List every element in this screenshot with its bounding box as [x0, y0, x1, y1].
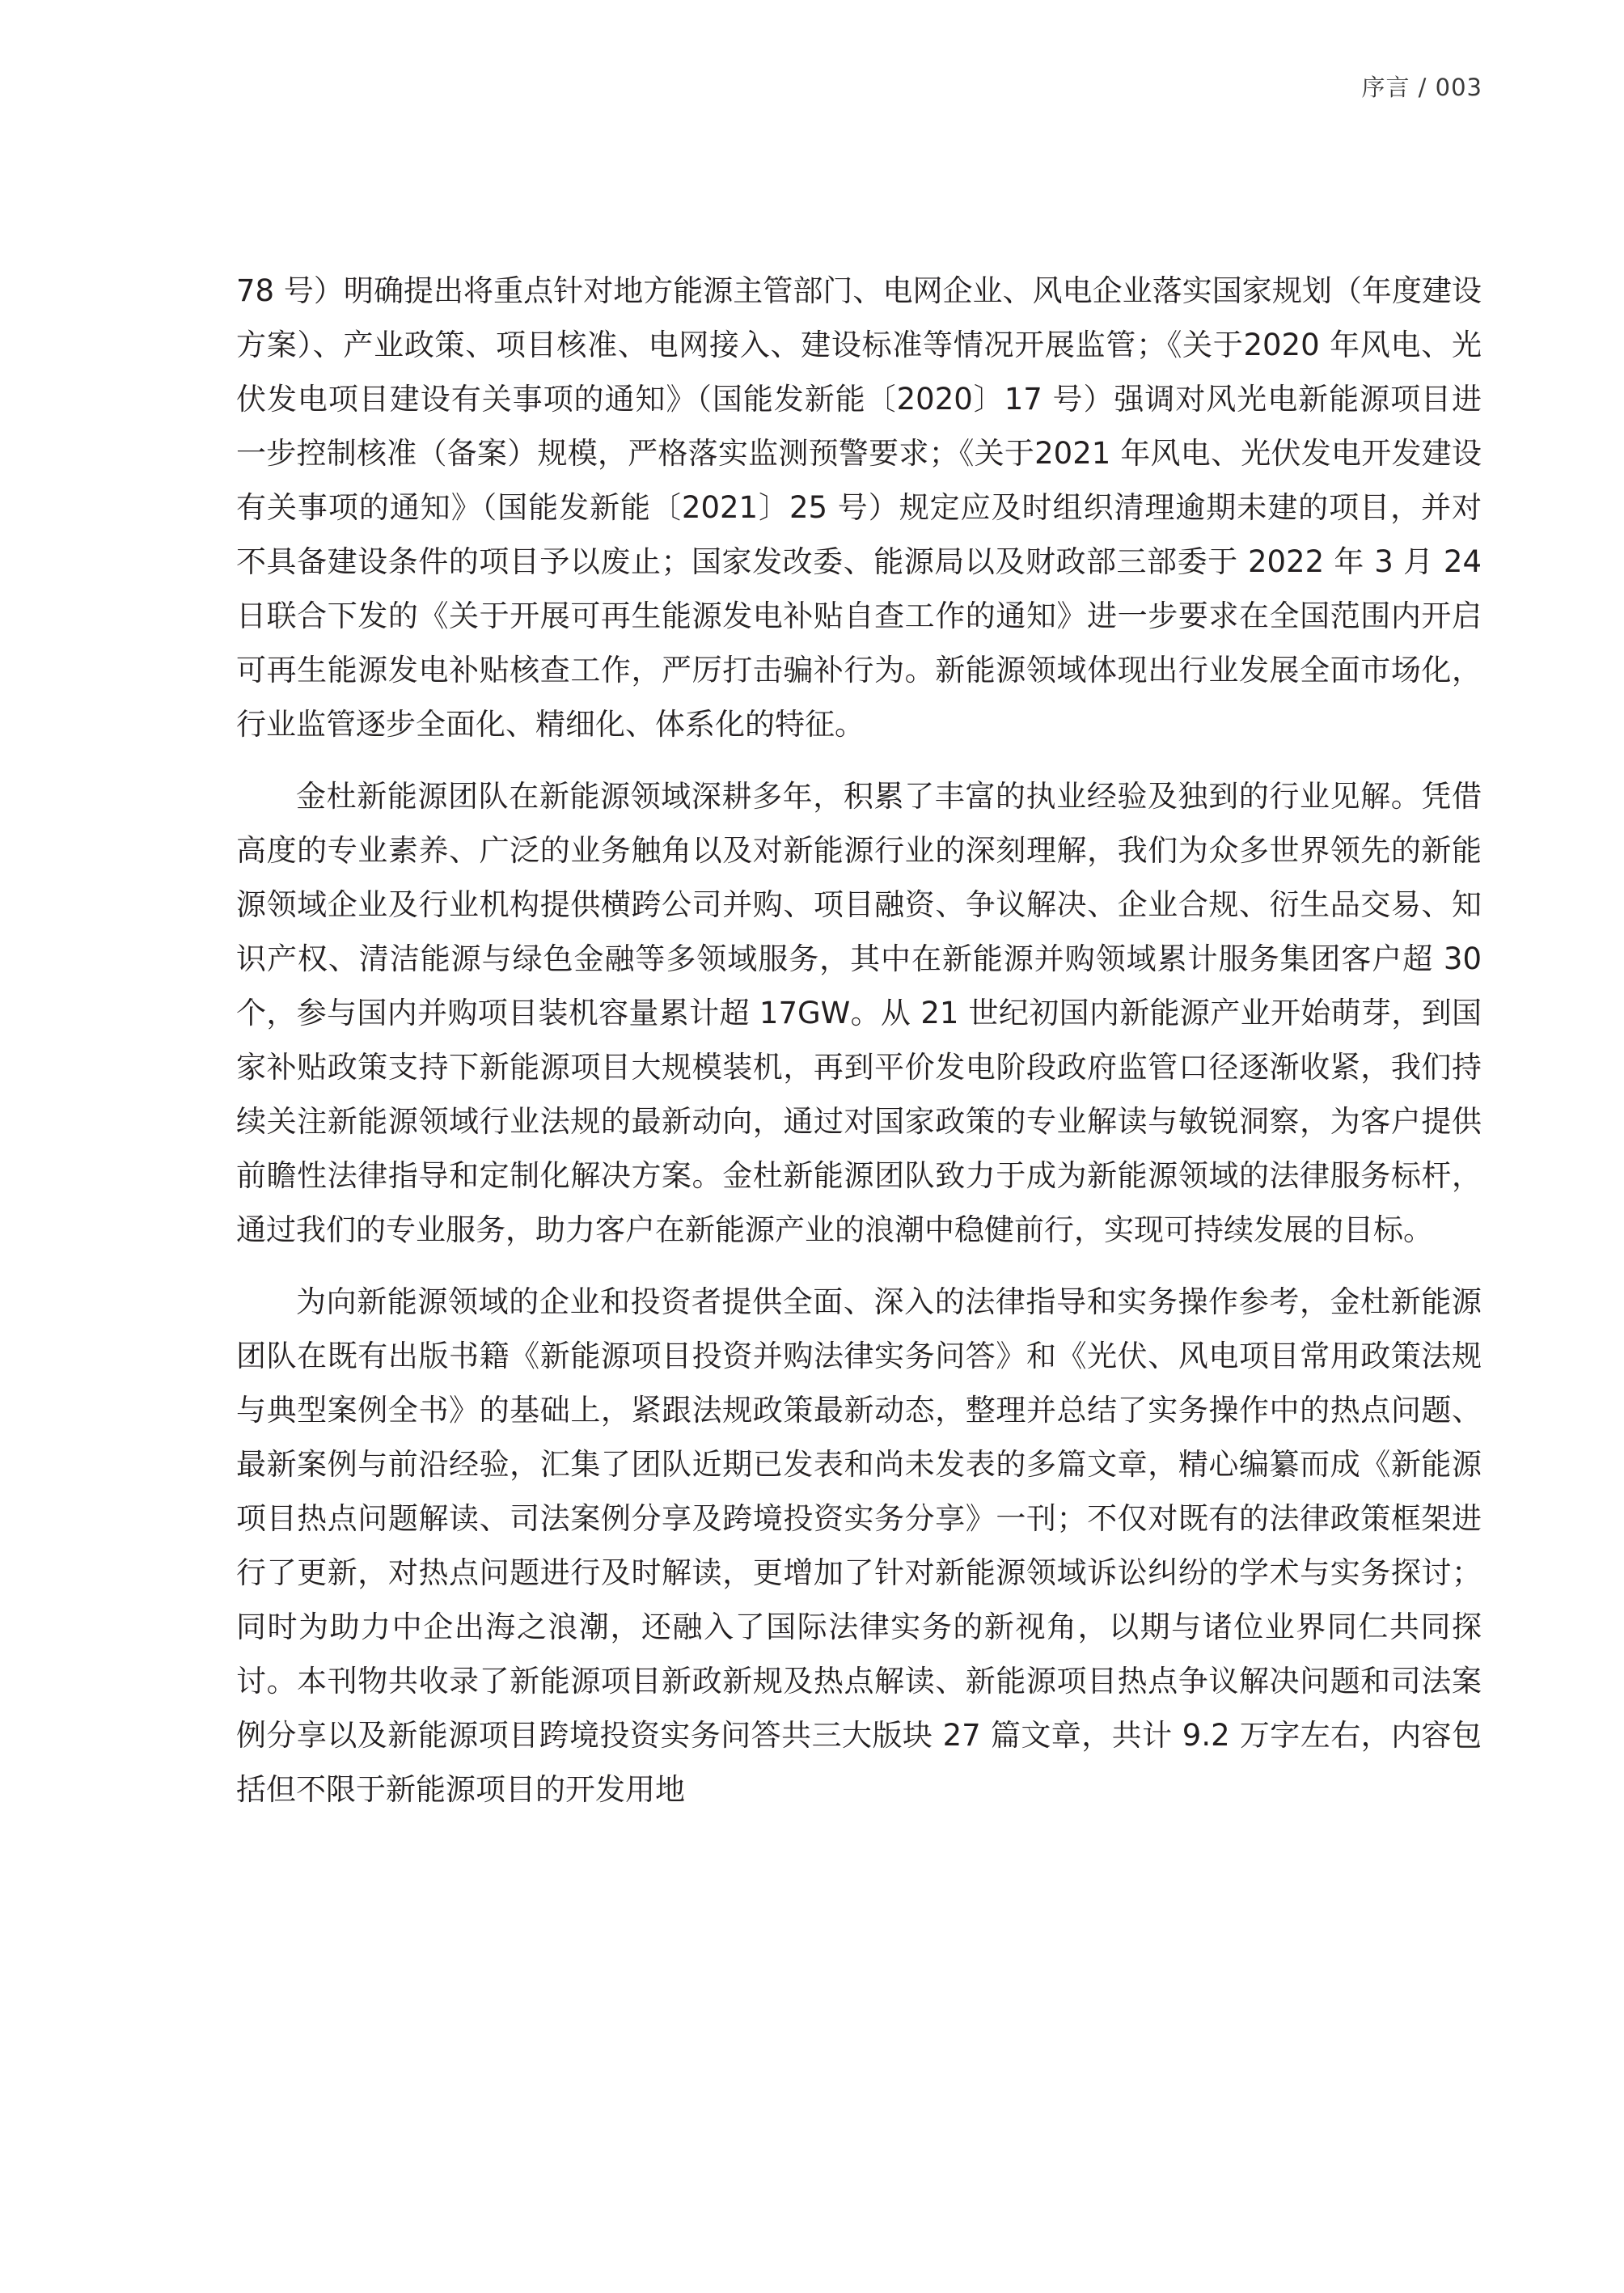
body-text [236, 264, 1482, 1834]
paragraph-publication-purpose: 为向新能源领域的企业和投资者提供全面、深入的法律指导和实务操作参考，金杜新能源团队在既有出版书籍《新能源项目投资并购法律实务问答》和《光伏、风电项目常用政策法规与典型案例全书》的基础上，紧跟法规政策最新动态，整理并总结了实务操作中的热点问题、最新案例与前沿经验，汇集了团队近期已发表和尚未发表的多篇文章，精心编纂而成《新能源项目热点问题解读、司法案例分享及跨境投资实务分享》一刊；不仅对既有的法律政策框架进行了更新，对热点问题进行及时解读，更增加了针对新能源领域诉讼纠纷的学术与实务探讨；同时为助力中企出海之浪潮，还融入了国际法律实务的新视角，以期与诸位业界同仁共同探讨。本刊物共收录了新能源项目新政新规及热点解读、新能源项目热点争议解决问题和司法案例分享以及新能源项目跨境投资实务问答共三大版块 27 篇文章，共计 9.2 万字左右，内容包括但不限于新能源项目的开发用地 [236, 1284, 1482, 1807]
paragraph-team-introduction: 金杜新能源团队在新能源领域深耕多年，积累了丰富的执业经验及独到的行业见解。凭借高度的专业素养、广泛的业务触角以及对新能源行业的深刻理解，我们为众多世界领先的新能源领域企业及行业机构提供横跨公司并购、项目融资、争议解决、企业合规、衍生品交易、知识产权、清洁能源与绿色金融等多领域服务，其中在新能源并购领域累计服务集团客户超 30 个，参与国内并购项目装机容量累计超 17GW。从 21 世纪初国内新能源产业开始萌芽，到国家补贴政策支持下新能源项目大规模装机，再到平价发电阶段政府监管口径逐渐收紧，我们持续关注新能源领域行业法规的最新动向，通过对国家政策的专业解读与敏锐洞察，为客户提供前瞻性法律指导和定制化解决方案。金杜新能源团队致力于成为新能源领域的法律服务标杆，通过我们的专业服务，助力客户在新能源产业的浪潮中稳健前行，实现可持续发展的目标。 [236, 779, 1482, 1247]
running-head: 序言 / 003 [1361, 74, 1482, 101]
paragraph-continued: 78 号）明确提出将重点针对地方能源主管部门、电网企业、风电企业落实国家规划（年度建设方案）、产业政策、项目核准、电网接入、建设标准等情况开展监管；《关于2020 年风电、光伏发电项目建设有关事项的通知》（国能发新能〔2020〕17 号）强调对风光电新能源项目进一步控制核准（备案）规模，严格落实监测预警要求；《关于2021 年风电、光伏发电开发建设有关事项的通知》（国能发新能〔2021〕25 号）规定应及时组织清理逾期未建的项目，并对不具备建设条件的项目予以废止；国家发改委、能源局以及财政部三部委于 2022 年 3 月 24 日联合下发的《关于开展可再生能源发电补贴自查工作的通知》进一步要求在全国范围内开启可再生能源发电补贴核查工作，严厉打击骗补行为。新能源领域体现出行业发展全面市场化，行业监管逐步全面化、精细化、体系化的特征。 [236, 273, 1482, 742]
